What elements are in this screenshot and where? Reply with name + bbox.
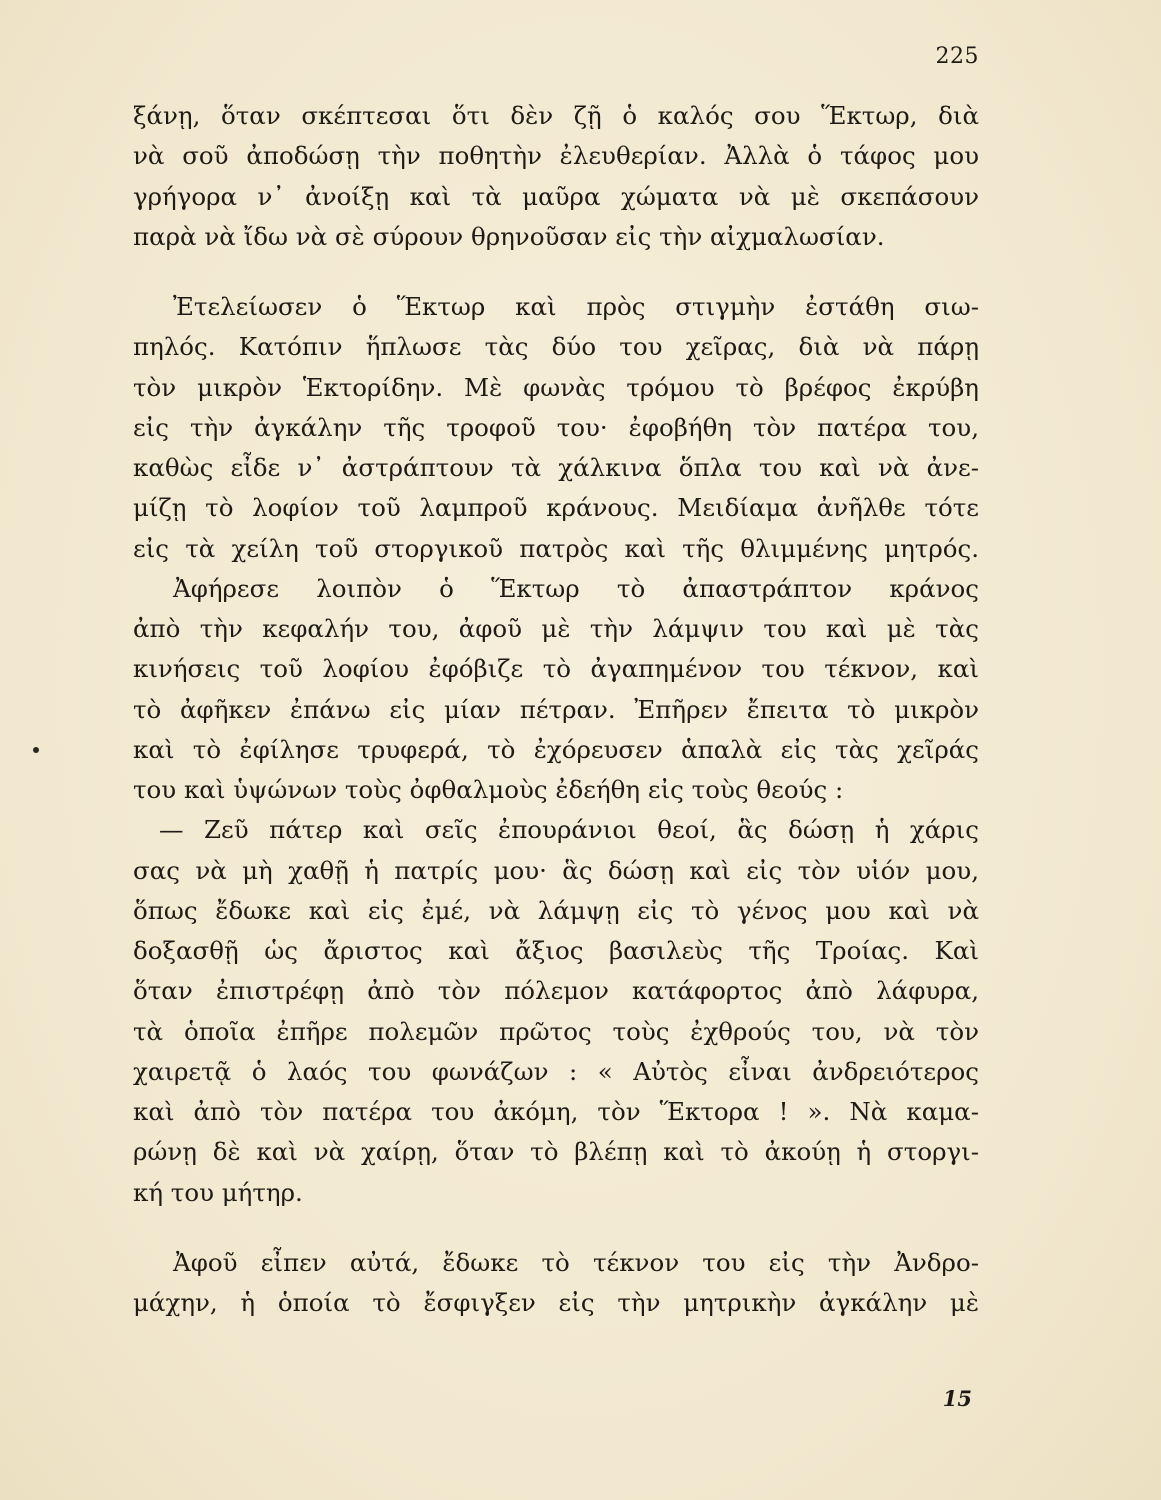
text-line: καὶ τὸ ἐφίλησε τρυφερά, τὸ ἐχόρευσεν ἁπαλὰ εἰς τὰς χεῖράς bbox=[133, 734, 979, 764]
paragraph bbox=[133, 96, 979, 257]
text-line: τὸ ἀφῆκεν ἐπάνω εἰς μίαν πέτραν. Ἐπῆρεν ἔπειτα τὸ μικρὸν bbox=[133, 694, 979, 724]
signature-mark: 15 bbox=[942, 1386, 972, 1411]
body-text bbox=[133, 96, 979, 1323]
text-line: πηλός. Κατόπιν ἥπλωσε τὰς δύο του χεῖρας, διὰ νὰ πάρῃ bbox=[133, 332, 979, 362]
ink-speck bbox=[33, 747, 39, 753]
text-line: Ἐτελείωσεν ὁ Ἕκτωρ καὶ πρὸς στιγμὴν ἐστάθη σιω- bbox=[173, 292, 979, 321]
text-line: εἰς τὴν ἀγκάλην τῆς τροφοῦ του· ἐφοβήθη τὸν πατέρα του, bbox=[133, 412, 979, 442]
text-line: μίζῃ τὸ λοφίον τοῦ λαμπροῦ κράνους. Μειδίαμα ἀνῆλθε τότε bbox=[133, 493, 979, 523]
text-line: ξάνῃ, ὅταν σκέπτεσαι ὅτι δὲν ζῇ ὁ καλός σου Ἕκτωρ, διὰ bbox=[133, 101, 979, 130]
text-line: καθὼς εἶδε ν᾽ ἀστράπτουν τὰ χάλκινα ὅπλα του καὶ νὰ ἀνε- bbox=[133, 453, 979, 482]
text-line: νὰ σοῦ ἀποδώσῃ τὴν ποθητὴν ἐλευθερίαν. Ἀλλὰ ὁ τάφος μου bbox=[133, 141, 979, 171]
text-line: καὶ ἀπὸ τὸν πατέρα του ἀκόμη, τὸν Ἕκτορα ! ». Νὰ καμα- bbox=[133, 1097, 979, 1126]
text-line: τὸν μικρὸν Ἑκτορίδην. Μὲ φωνὰς τρόμου τὸ βρέφος ἐκρύβη bbox=[133, 372, 979, 402]
text-line: εἰς τὰ χείλη τοῦ στοργικοῦ πατρὸς καὶ τῆς θλιμμένης μητρός. bbox=[133, 533, 979, 563]
text-line: τὰ ὁποῖα ἐπῆρε πολεμῶν πρῶτος τοὺς ἐχθρούς του, νὰ τὸν bbox=[133, 1016, 979, 1046]
text-line: κινήσεις τοῦ λοφίου ἐφόβιζε τὸ ἀγαπημένον του τέκνον, καὶ bbox=[133, 654, 979, 684]
text-line: κή του μήτηρ. bbox=[133, 1177, 303, 1207]
text-line: δοξασθῇ ὡς ἄριστος καὶ ἄξιος βασιλεὺς τῆς Τροίας. Καὶ bbox=[133, 936, 979, 965]
paragraph bbox=[133, 1243, 979, 1324]
paragraph bbox=[133, 810, 979, 1213]
text-line: Ἀφοῦ εἶπεν αὐτά, ἔδωκε τὸ τέκνον του εἰς τὴν Ἀνδρο- bbox=[173, 1247, 979, 1277]
text-line: — Ζεῦ πάτερ καὶ σεῖς ἐπουράνιοι θεοί, ἃς δώσῃ ἡ χάρις bbox=[159, 815, 979, 845]
text-line: ρώνῃ δὲ καὶ νὰ χαίρῃ, ὅταν τὸ βλέπῃ καὶ τὸ ἀκούῃ ἡ στοργι- bbox=[133, 1137, 979, 1167]
text-line: γρήγορα ν᾽ ἀνοίξῃ καὶ τὰ μαῦρα χώματα νὰ μὲ σκεπάσουν bbox=[133, 181, 979, 211]
text-line: παρὰ νὰ ἴδω νὰ σὲ σύρουν θρηνοῦσαν εἰς τὴν αἰχμαλωσίαν. bbox=[133, 221, 885, 251]
text-line: μάχην, ἡ ὁποία τὸ ἔσφιγξεν εἰς τὴν μητρικὴν ἀγκάλην μὲ bbox=[133, 1288, 979, 1317]
text-line: χαιρετᾷ ὁ λαός του φωνάζων : « Αὐτὸς εἶναι ἀνδρειότερος bbox=[133, 1056, 979, 1086]
text-line: ὅταν ἐπιστρέφῃ ἀπὸ τὸν πόλεμον κατάφορτος ἀπὸ λάφυρα, bbox=[133, 976, 979, 1006]
paragraph bbox=[133, 569, 979, 811]
text-line: ὅπως ἔδωκε καὶ εἰς ἐμέ, νὰ λάμψῃ εἰς τὸ γένος μου καὶ νὰ bbox=[133, 895, 979, 925]
page-number: 225 bbox=[935, 44, 979, 69]
text-line: Ἀφήρεσε λοιπὸν ὁ Ἕκτωρ τὸ ἀπαστράπτον κράνος bbox=[173, 573, 979, 603]
text-line: ἀπὸ τὴν κεφαλήν του, ἀφοῦ μὲ τὴν λάμψιν του καὶ μὲ τὰς bbox=[133, 614, 979, 643]
paragraph bbox=[133, 287, 979, 569]
text-line: του καὶ ὑψώνων τοὺς ὀφθαλμοὺς ἐδεήθη εἰς τοὺς θεούς : bbox=[133, 775, 844, 804]
text-line: σας νὰ μὴ χαθῇ ἡ πατρίς μου· ἃς δώσῃ καὶ εἰς τὸν υἱόν μου, bbox=[133, 855, 979, 885]
